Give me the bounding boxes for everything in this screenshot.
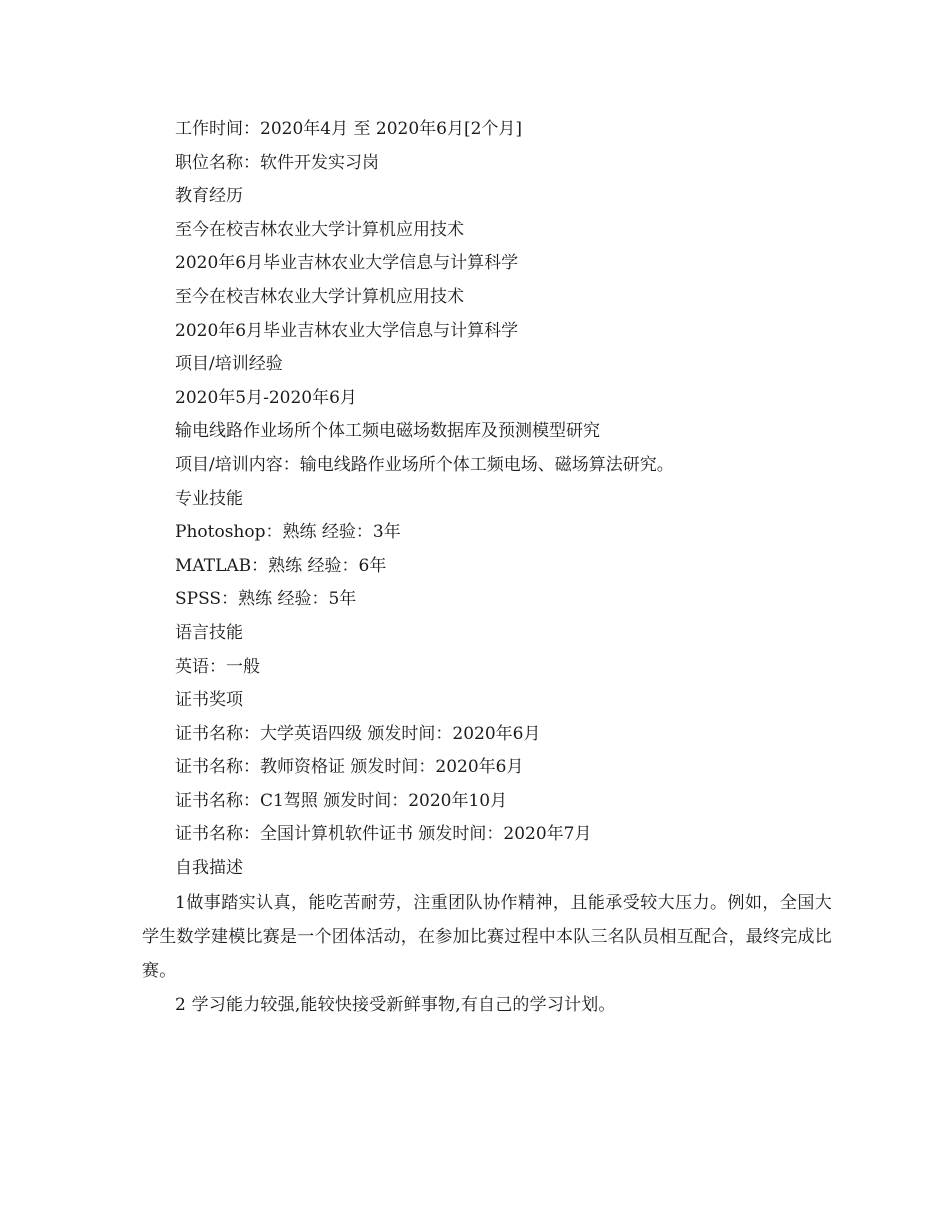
- certificate-entry: 证书名称：教师资格证 颁发时间：2020年6月: [175, 757, 524, 778]
- education-entry: 2020年6月毕业吉林农业大学信息与计算科学: [175, 253, 519, 274]
- skill-entry: Photoshop：熟练 经验：3年: [175, 522, 401, 543]
- skill-entry: MATLAB：熟练 经验：6年: [175, 555, 387, 576]
- certificate-entry: 证书名称：C1驾照 颁发时间：2020年10月: [175, 790, 508, 811]
- self-description-paragraph: 1做事踏实认真，能吃苦耐劳，注重团队协作精神，且能承受较大压力。例如，全国大学生数学建模比赛是一个团体活动，在参加比赛过程中本队三名队员相互配合，最终完成比赛。: [142, 892, 832, 981]
- project-content: 项目/培训内容：输电线路作业场所个体工频电场、磁场算法研究。: [175, 454, 674, 475]
- certificate-entry: 证书名称：全国计算机软件证书 颁发时间：2020年7月: [175, 824, 592, 845]
- section-heading-projects: 项目/培训经验: [175, 354, 283, 375]
- project-period: 2020年5月-2020年6月: [175, 387, 357, 408]
- resume-content: [142, 113, 832, 1022]
- section-heading-certificates: 证书奖项: [175, 690, 243, 711]
- section-heading-language: 语言技能: [175, 622, 243, 643]
- certificate-entry: 证书名称：大学英语四级 颁发时间：2020年6月: [175, 723, 541, 744]
- project-name: 输电线路作业场所个体工频电磁场数据库及预测模型研究: [175, 421, 600, 442]
- section-heading-skills: 专业技能: [175, 488, 243, 509]
- section-heading-self-description: 自我描述: [175, 858, 243, 879]
- section-heading-education: 教育经历: [175, 186, 243, 207]
- education-entry: 2020年6月毕业吉林农业大学信息与计算科学: [175, 320, 519, 341]
- work-period: 工作时间：2020年4月 至 2020年6月[2个月]: [175, 119, 523, 139]
- skill-entry: SPSS：熟练 经验：5年: [175, 589, 357, 610]
- education-entry: 至今在校吉林农业大学计算机应用技术: [175, 219, 464, 240]
- language-entry: 英语：一般: [175, 656, 260, 677]
- education-entry: 至今在校吉林农业大学计算机应用技术: [175, 286, 464, 307]
- self-description-paragraph: 2 学习能力较强,能较快接受新鲜事物,有自己的学习计划。: [175, 994, 616, 1015]
- job-title: 职位名称：软件开发实习岗: [175, 152, 379, 173]
